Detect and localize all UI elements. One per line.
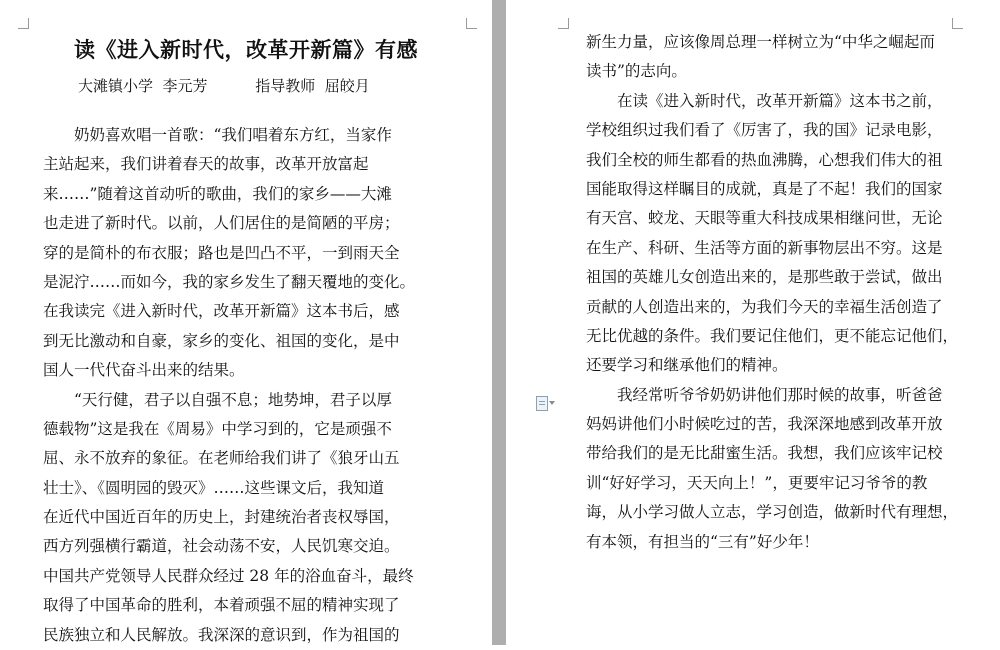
text-line: 我经常听爷爷奶奶讲他们那时候的故事，听爸爸 [617,385,943,404]
text-line: 是泥泞……而如今，我的家乡发生了翻天覆地的变化。 [43,272,416,291]
text-line: 新生力量，应该像周总理一样树立为“中华之崛起而 [586,33,935,51]
text-line: 带给我们的是无比甜蜜生活。我想，我们应该牢记校 [586,444,943,463]
text-line: 我们全校的师生都看的热血沸腾，心想我们伟大的祖 [586,150,943,169]
text-line: 在读《进入新时代，改革开新篇》这本书之前， [617,91,943,110]
text-line: 国能取得这样瞩目的成就，真是了不起！我们的国家 [586,179,943,198]
text-line: 西方列强横行霸道，社会动荡不安，人民饥寒交迫。 [43,537,400,556]
text-line: 学校组织过我们看了《厉害了，我的国》记录电影， [586,121,943,140]
text-line: 壮士》、《圆明园的毁灭》……这些课文后，我知道 [43,478,385,497]
text-line: 来……”随着这首动听的歌曲，我们的家乡——大滩 [43,184,392,203]
text-line: 民族独立和人民解放。我深深的意识到，作为祖国的 [43,625,400,644]
text-line: 主站起来，我们讲着春天的故事，改革开放富起 [43,155,369,174]
margin-corner-mark [558,18,569,29]
text-line: 中国共产党领导人民群众经过 28 年的浴血奋斗，最终 [43,566,414,585]
author-byline: 大滩镇小学 李元芳 指导教师 屈皎月 [78,77,370,95]
text-line: 也走进了新时代。以前，人们居住的是简陋的平房； [43,214,400,233]
text-line: 德载物”这是我在《周易》中学习到的，它是顽强不 [43,419,392,438]
text-line: 穿的是简朴的布衣服；路也是凹凸不平，一到雨天全 [43,243,400,262]
text-line: 屈、永不放弃的象征。在老师给我们讲了《狼牙山五 [43,449,400,468]
text-line: 读书”的志向。 [586,62,687,81]
left-page-body-text [43,121,448,650]
text-line: 妈妈讲他们小时候吃过的苦，我深深地感到改革开放 [586,415,943,434]
text-line: 在生产、科研、生活等方面的新事物层出不穷。这是 [586,238,943,257]
text-line: 无比优越的条件。我们要记住他们，更不能忘记他们， [586,326,959,345]
text-line: 祖国的英雄儿女创造出来的，是那些敢于尝试，做出 [586,268,943,287]
text-line: 到无比激动和自豪，家乡的变化、祖国的变化，是中 [43,331,400,350]
text-line: 训“好好学习，天天向上！”，更要牢记习爷爷的教 [586,473,928,492]
document-title: 读《进入新时代，改革开新篇》有感 [74,37,418,62]
text-line: 有本领，有担当的“三有”好少年！ [586,532,819,551]
text-line: 还要学习和继承他们的精神。 [586,356,788,375]
text-line: 有天宫、蛟龙、天眼等重大科技成果相继问世，无论 [586,209,943,228]
text-line: 在近代中国近百年的历史上，封建统治者丧权辱国， [43,508,400,527]
document-icon[interactable] [534,396,556,412]
right-page-body-text [586,28,966,557]
text-line: 取得了中国革命的胜利，本着顽强不屈的精神实现了 [43,596,400,615]
text-line: “天行健，君子以自强不息；地势坤，君子以厚 [74,390,392,409]
text-line: 贡献的人创造出来的，为我们今天的幸福生活创造了 [586,297,943,316]
page-gutter [492,0,506,645]
margin-corner-mark [466,18,477,29]
text-line: 奶奶喜欢唱一首歌：“我们唱着东方红，当家作 [74,126,392,144]
text-line: 诲，从小学习做人立志，学习创造，做新时代有理想， [586,503,959,522]
text-line: 国人一代代奋斗出来的结果。 [43,361,245,380]
text-line: 在我读完《进入新时代，改革开新篇》这本书后，感 [43,302,400,321]
margin-corner-mark [18,18,29,29]
